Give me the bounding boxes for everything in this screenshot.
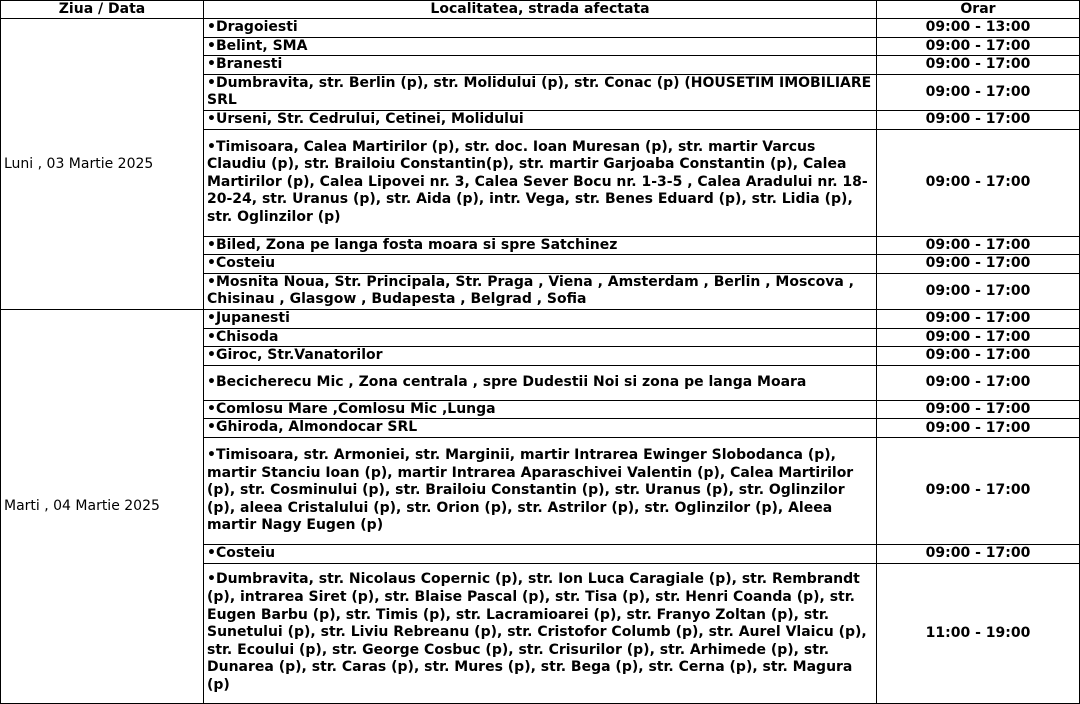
location-cell (204, 74, 877, 110)
location-cell (204, 129, 877, 236)
bullet-icon: • (207, 110, 216, 127)
bullet-icon: • (207, 571, 216, 588)
bullet-icon: • (207, 37, 216, 54)
bullet-icon: • (207, 273, 216, 290)
time-cell: 09:00 - 17:00 (877, 328, 1080, 347)
location-cell (204, 19, 877, 38)
time-cell: 09:00 - 17:00 (877, 309, 1080, 328)
location-text: Ghiroda, Almondocar SRL (215, 419, 418, 436)
location-text: Chisoda (215, 328, 279, 345)
location-text: Branesti (215, 56, 283, 73)
time-cell: 09:00 - 17:00 (877, 56, 1080, 75)
location-cell (204, 309, 877, 328)
bullet-icon: • (207, 19, 216, 35)
bullet-icon: • (207, 74, 216, 91)
location-cell (204, 544, 877, 563)
location-cell (204, 110, 877, 129)
location-cell (204, 400, 877, 419)
table-row (1, 19, 1080, 38)
day-date-cell: Marti , 04 Martie 2025 (1, 309, 204, 703)
time-cell: 09:00 - 17:00 (877, 37, 1080, 56)
time-cell: 09:00 - 17:00 (877, 437, 1080, 544)
header-day: Ziua / Data (1, 1, 204, 19)
location-text: Timisoara, Calea Martirilor (p), str. doc. Ioan Muresan (p), str. martir Varcus Claudiu (p), str. Brailoiu Constantin(p), str. martir Garjoaba Constantin (p), Calea Martirilor (p), Calea Lipovei nr. 3, Calea Sever Bocu nr. 1-3-5 , Calea Aradului nr. 18-20-24, str. Uranus (p), str. Aida (p), intr. Vega, str. Benes Eduard (p), str. Lidia (p), str. Oglinzilor (p) (207, 138, 868, 225)
location-cell (204, 328, 877, 347)
location-text: Costeiu (215, 255, 276, 272)
header-row (1, 1, 1080, 19)
location-cell (204, 56, 877, 75)
day-date-cell: Luni , 03 Martie 2025 (1, 19, 204, 310)
bullet-icon: • (207, 400, 216, 417)
table-body (1, 19, 1080, 704)
location-text: Becicherecu Mic , Zona centrala , spre Dudestii Noi si zona pe langa Moara (215, 373, 807, 390)
bullet-icon: • (207, 544, 216, 561)
location-text: Belint, SMA (215, 37, 308, 54)
time-cell: 09:00 - 17:00 (877, 544, 1080, 563)
bullet-icon: • (207, 373, 216, 390)
location-text: Dumbravita, str. Berlin (p), str. Molidului (p), str. Conac (p) (HOUSETIM IMOBILIARE SRL (207, 74, 872, 109)
time-cell: 09:00 - 17:00 (877, 400, 1080, 419)
location-text: Biled, Zona pe langa fosta moara si spre Satchinez (215, 236, 618, 253)
header-time: Orar (877, 1, 1080, 19)
bullet-icon: • (207, 446, 216, 463)
time-cell: 11:00 - 19:00 (877, 563, 1080, 703)
table-header (1, 1, 1080, 19)
time-cell: 09:00 - 17:00 (877, 347, 1080, 366)
time-cell: 09:00 - 17:00 (877, 129, 1080, 236)
location-text: Timisoara, str. Armoniei, str. Marginii, martir Intrarea Ewinger Slobodanca (p), martir Stanciu Ioan (p), martir Intrarea Aparaschivei Valentin (p), Calea Martirilor (p), str. Cosminului (p), str. Brailoiu Constantin (p), str. Uranus (p), str. Oglinzilor (p), aleea Cristalului (p), str. Orion (p), str. Astrilor (p), str. Oglinzilor (p), Aleea martir Nagy Eugen (p) (207, 446, 854, 534)
time-cell: 09:00 - 17:00 (877, 110, 1080, 129)
location-text: Dragoiesti (215, 19, 298, 35)
location-text: Jupanesti (215, 309, 290, 326)
bullet-icon: • (207, 309, 216, 326)
location-cell (204, 419, 877, 438)
time-cell: 09:00 - 17:00 (877, 273, 1080, 309)
bullet-icon: • (207, 328, 216, 345)
bullet-icon: • (207, 347, 216, 364)
time-cell: 09:00 - 17:00 (877, 255, 1080, 274)
time-cell: 09:00 - 17:00 (877, 419, 1080, 438)
bullet-icon: • (207, 56, 216, 73)
time-cell: 09:00 - 17:00 (877, 365, 1080, 400)
location-text: Mosnita Noua, Str. Principala, Str. Praga , Viena , Amsterdam , Berlin , Moscova , Chisinau , Glasgow , Budapesta , Belgrad , Sofia (207, 273, 854, 308)
location-cell (204, 236, 877, 255)
location-text: Urseni, Str. Cedrului, Cetinei, Molidului (215, 110, 524, 127)
time-cell: 09:00 - 17:00 (877, 74, 1080, 110)
location-cell (204, 273, 877, 309)
location-text: Giroc, Str.Vanatorilor (215, 347, 383, 364)
location-cell (204, 347, 877, 366)
location-cell (204, 37, 877, 56)
header-location: Localitatea, strada afectata (204, 1, 877, 19)
bullet-icon: • (207, 138, 216, 155)
location-cell (204, 365, 877, 400)
location-text: Dumbravita, str. Nicolaus Copernic (p), str. Ion Luca Caragiale (p), str. Rembrandt (p), intrarea Siret (p), str. Blaise Pascal (p), str. Tisa (p), str. Henri Coanda (p), str. Eugen Barbu (p), str. Timis (p), str. Lacramioarei (p), str. Franyo Zoltan (p), str. Sunetului (p), str. Liviu Rebreanu (p), str. Cristofor Columb (p), str. Aurel Vlaicu (p), str. Ecoului (p), str. George Cosbuc (p), str. Crisurilor (p), str. Arhimede (p), str. Dunarea (p), str. Caras (p), str. Mures (p), str. Bega (p), str. Cerna (p), str. Magura (p) (207, 571, 867, 693)
location-text: Comlosu Mare ,Comlosu Mic ,Lunga (215, 400, 496, 417)
bullet-icon: • (207, 419, 216, 436)
location-cell (204, 563, 877, 703)
time-cell: 09:00 - 13:00 (877, 19, 1080, 38)
location-cell (204, 255, 877, 274)
bullet-icon: • (207, 236, 216, 253)
location-text: Costeiu (215, 544, 276, 561)
bullet-icon: • (207, 255, 216, 272)
table-row (1, 309, 1080, 328)
time-cell: 09:00 - 17:00 (877, 236, 1080, 255)
location-cell (204, 437, 877, 544)
